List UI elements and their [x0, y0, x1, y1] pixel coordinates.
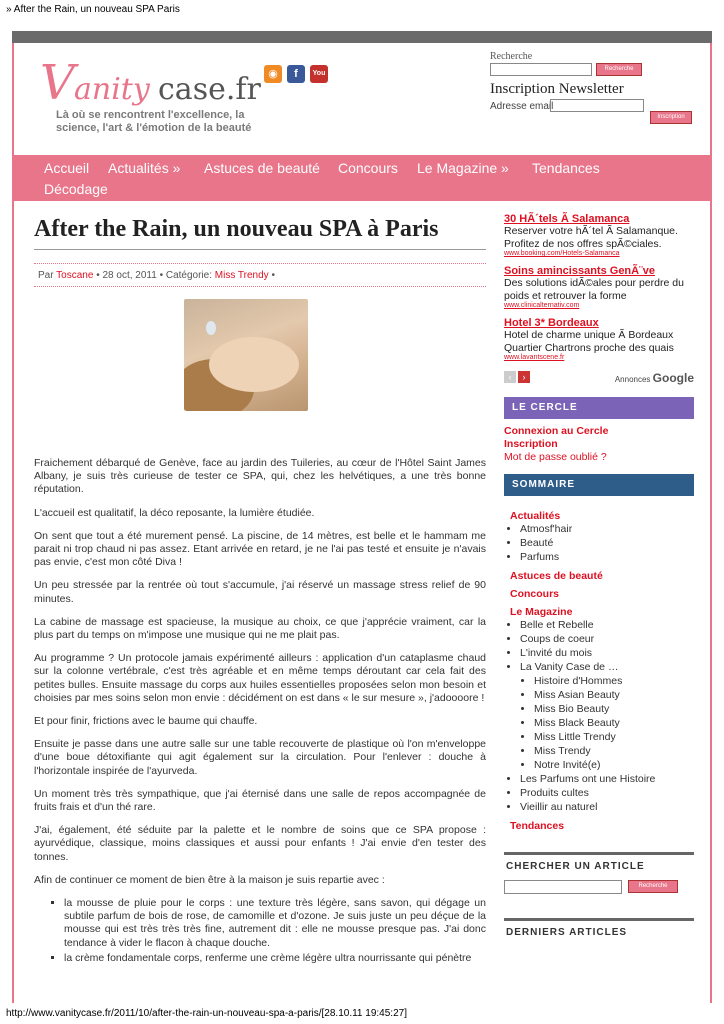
meta-date: • 28 oct, 2011 • Catégorie: — [96, 270, 212, 281]
inscription-link[interactable]: Inscription — [504, 438, 558, 450]
ad-block[interactable] — [504, 317, 694, 361]
chercher-heading: CHERCHER UN ARTICLE — [504, 852, 694, 874]
search-button[interactable]: Recherche — [596, 63, 642, 76]
sommaire-heading: SOMMAIRE — [504, 474, 694, 496]
category-concours[interactable]: Concours — [510, 588, 560, 600]
paragraph: On sent que tout a été murement pensé. La piscine, de 14 mètres, est belle et le hammam me parait ni trop chaud ni pas assez. Etant arrivée en retard, je ne l'ai pas testé et ensuite je n'avais pas envie, c'est mon côté Diva ! — [34, 529, 486, 569]
main-nav — [14, 155, 710, 201]
category-link[interactable]: Miss Trendy — [214, 270, 269, 281]
top-bar — [12, 31, 712, 43]
site-tagline: Là où se rencontrent l'excellence, la science, l'art & l'émotion de la beauté — [56, 109, 252, 134]
connexion-link[interactable]: Connexion au Cercle — [504, 425, 609, 437]
paragraph: Et pour finir, frictions avec le baume qui chauffe. — [34, 715, 258, 728]
list-item[interactable]: • Notre Invité(e) — [534, 758, 688, 772]
ad-text: Des solutions idÃ©ales pour perdre du poids et retrouver la forme — [504, 277, 684, 302]
list-item[interactable]: • Histoire d'Hommes — [534, 674, 688, 688]
author-link[interactable]: Toscane — [56, 270, 94, 281]
svg-text:case.fr: case.fr — [158, 72, 261, 107]
chevron-left-icon[interactable]: ‹ — [504, 371, 516, 383]
derniers-heading: DERNIERS ARTICLES — [504, 918, 694, 940]
list-item[interactable]: • Coups de coeur — [520, 632, 688, 646]
list-item[interactable]: • Parfums — [520, 550, 688, 564]
list-item[interactable]: • Beauté — [520, 536, 688, 550]
nav-decodage[interactable]: Décodage — [44, 181, 108, 197]
article-body — [34, 457, 486, 967]
list-item[interactable]: • Les Parfums ont une Histoire — [520, 772, 688, 786]
nav-accueil[interactable]: Accueil — [44, 160, 90, 176]
article-title: After the Rain, un nouveau SPA à Paris — [34, 216, 486, 250]
newsletter-title: Inscription Newsletter — [490, 81, 624, 97]
svg-text:anity: anity — [74, 72, 150, 107]
youtube-icon[interactable]: You — [310, 65, 328, 83]
forgot-password-link[interactable]: Mot de passe oublié ? — [504, 451, 607, 463]
list-item[interactable]: • Belle et Rebelle — [520, 618, 688, 632]
article-meta — [34, 263, 486, 287]
ad-url[interactable]: www.clinicalternativ.com — [504, 302, 580, 309]
list-item[interactable]: • Vieillir au naturel — [520, 800, 688, 814]
ad-title[interactable]: Hotel 3* Bordeaux — [504, 317, 599, 329]
rss-icon[interactable]: ◉ — [264, 65, 282, 83]
ad-block[interactable] — [504, 213, 694, 257]
paragraph: Un moment très très sympathique, que j'ai éternisé dans une salle de repos accompagnée de fruits frais et d'un thé rare. — [34, 787, 486, 814]
search-label: Recherche — [490, 51, 533, 62]
paragraph: La cabine de massage est spacieuse, la musique au choix, ce que j'apprécie vraiment, car la plus part du temps on m'impose une musique qui ne me plait pas. — [34, 615, 486, 642]
list-item: ▪ la crème fondamentale corps, renferme une crème légère ultra nourrissante qui pénètre — [64, 952, 486, 965]
ad-url[interactable]: www.lavantscene.fr — [504, 354, 565, 361]
svg-text:V: V — [40, 55, 75, 111]
paragraph: Un peu stressée par la rentrée où tout s'accumule, j'ai réservé un massage stress relief de 90 minutes. — [34, 579, 486, 605]
chevron-right-icon[interactable]: › — [518, 371, 530, 383]
nav-magazine[interactable]: Le Magazine » — [417, 160, 509, 176]
list-item[interactable]: • Miss Bio Beauty — [534, 702, 688, 716]
ad-text: Hotel de charme unique Ã Bordeaux Quartier Chartrons proche des quais — [504, 329, 674, 354]
category-actualites[interactable]: Actualités — [510, 510, 561, 522]
nav-tendances[interactable]: Tendances — [532, 160, 600, 176]
paragraph: J'ai, également, été séduite par la palette et le nombre de soins que ce SPA propose : ayurvédique, classique, moins classiques et aussi pour enfants ! J'ai envie d'en tester des tonnes. — [34, 824, 486, 863]
article-search-input[interactable] — [504, 880, 622, 894]
category-astuces[interactable]: Astuces de beauté — [510, 570, 603, 582]
article-search-button[interactable]: Recherche — [628, 880, 678, 893]
paragraph: Fraichement débarqué de Genève, face au jardin des Tuileries, au cœur de l'Hôtel Saint James Albany, je suis très curieuse de tester ce SPA, qui, chez les helvétiques, a une très bonne réputation. — [34, 457, 486, 496]
list-item[interactable]: • Miss Black Beauty — [534, 716, 688, 730]
list-item[interactable]: • Miss Asian Beauty — [534, 688, 688, 702]
email-field[interactable] — [550, 99, 644, 112]
facebook-icon[interactable]: f — [287, 65, 305, 83]
paragraph: Au programme ? Un protocole jamais expérimenté ailleurs : application d'un cataplasme chaud sur la colonne vertébrale, c'est très agréable et en même temps déroutant car cela fait des petites bulles. Ensuite massage du corps aux huiles essentielles proposées selon mon besoin et choisies par mes soins selon mon envie : décidément on est dans « le sur mesure », j'adoooore ! — [34, 652, 486, 704]
product-list — [64, 897, 486, 965]
nav-concours[interactable]: Concours — [338, 160, 398, 176]
ad-navigation — [504, 369, 694, 387]
ad-text: Reserver votre hÃ´tel Ã Salamanque. Profitez de nos offres spÃ©ciales. — [504, 225, 678, 250]
category-tendances[interactable]: Tendances — [510, 820, 565, 832]
paragraph: L'accueil est qualitatif, la déco reposante, la lumière étudiée. — [34, 506, 315, 519]
meta-prefix: Par — [38, 270, 54, 281]
ad-url[interactable]: www.booking.com/Hotels-Salamanca — [504, 250, 620, 257]
ad-title[interactable]: 30 HÃ´tels Ã Salamanca — [504, 213, 630, 225]
list-item[interactable]: • Atmosf'hair — [520, 522, 688, 536]
paragraph: Ensuite je passe dans une autre salle sur une table recouverte de plastique où l'on m'enveloppe d'une boue détoxifiante qui agit également sur la circulation. Pour l'enlever : douche à l'horizontale inspirée de l'ayurveda. — [34, 738, 486, 777]
sidebar — [504, 213, 694, 940]
browser-title: » After the Rain, un nouveau SPA Paris — [6, 4, 180, 15]
page-frame — [12, 43, 712, 1003]
page-url: http://www.vanitycase.fr/2011/10/after-the-rain-un-nouveau-spa-a-paris/[28.10.11 19:45:27] — [6, 1008, 407, 1019]
search-input[interactable] — [490, 63, 592, 76]
cercle-heading: LE CERCLE — [504, 397, 694, 419]
list-item[interactable]: • Miss Trendy — [534, 744, 688, 758]
article-image — [184, 299, 308, 411]
list-item[interactable]: • L'invité du mois — [520, 646, 688, 660]
category-magazine[interactable]: Le Magazine — [510, 606, 573, 618]
article-search — [504, 880, 694, 898]
sommaire-box — [504, 496, 694, 832]
list-item: ▪ la mousse de pluie pour le corps : une texture très légère, sans savon, qui dégage un subtile parfum de bois de rose, de camomille et d'ozone. Je suis juste un peu déçue de la mousse qui est très très très fine, autrement dit : elle ne mousse presque pas. J'ai donc tendance à vider le flacon à chaque douche. — [64, 897, 486, 950]
ad-block[interactable] — [504, 265, 694, 309]
nav-actualites[interactable]: Actualités » — [108, 160, 181, 176]
newsletter-button[interactable]: Inscription — [650, 111, 692, 124]
google-ads-label[interactable]: Annonces Google — [614, 371, 694, 385]
nav-astuces[interactable]: Astuces de beauté — [204, 160, 320, 176]
list-item[interactable]: • La Vanity Case de … — [520, 660, 688, 674]
meta-suffix: • — [271, 270, 275, 281]
email-label: Adresse email — [490, 101, 554, 112]
list-item[interactable]: • Produits cultes — [520, 786, 688, 800]
paragraph: Afin de continuer ce moment de bien être à la maison je suis repartie avec : — [34, 873, 385, 886]
list-item[interactable]: • Miss Little Trendy — [534, 730, 688, 744]
cercle-box — [504, 419, 694, 464]
ad-title[interactable]: Soins amincissants GenÃ¨ve — [504, 265, 655, 277]
